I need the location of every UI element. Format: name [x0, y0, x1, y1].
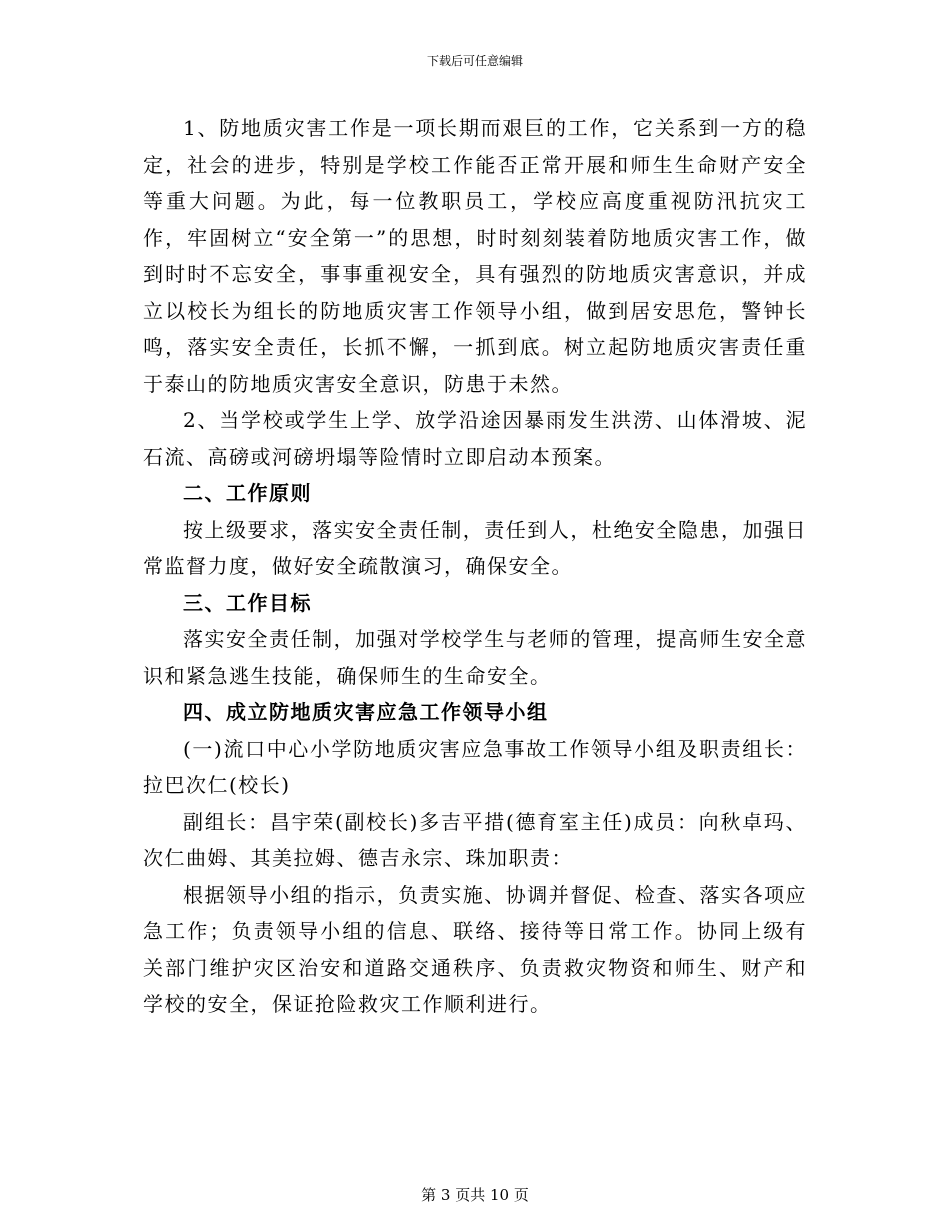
- paragraph-work-goals: 落实安全责任制，加强对学校学生与老师的管理，提高师生安全意识和紧急逃生技能，确保师生的生命安全。: [143, 627, 807, 688]
- paragraph-group-members: 副组长：昌宇荣(副校长)多吉平措(德育室主任)成员：向秋卓玛、次仁曲姆、其美拉姆、德吉永宗、珠加职责：: [143, 809, 807, 870]
- paragraph-1: 1、防地质灾害工作是一项长期而艰巨的工作，它关系到一方的稳定，社会的进步，特别是学校工作能否正常开展和师生生命财产安全等重大问题。为此，每一位教职员工，学校应高度重视防汛抗灾工作，牢固树立“安全第一”的思想，时时刻刻装着防地质灾害工作，做到时时不忘安全，事事重视安全，具有强烈的防地质灾害意识，并成立以校长为组长的防地质灾害工作领导小组，做到居安思危，警钟长鸣，落实安全责任，长抓不懈，一抓到底。树立起防地质灾害责任重于泰山的防地质灾害安全意识，防患于未然。: [143, 116, 807, 396]
- document-body: [143, 110, 807, 1023]
- page-header: 下载后可任意编辑: [426, 54, 523, 68]
- page-number: 第 3 页共 10 页: [421, 1186, 529, 1204]
- paragraph-work-principles: 按上级要求，落实安全责任制，责任到人，杜绝安全隐患，加强日常监督力度，做好安全疏散演习，确保安全。: [143, 517, 807, 578]
- paragraph-2: 2、当学校或学生上学、放学沿途因暴雨发生洪涝、山体滑坡、泥石流、高磅或河磅坍塌等险情时立即启动本预案。: [143, 408, 807, 469]
- paragraph-group-leader: (一)流口中心小学防地质灾害应急事故工作领导小组及职责组长：拉巴次仁(校长): [143, 736, 807, 797]
- paragraph-group-duties: 根据领导小组的指示，负责实施、协调并督促、检查、落实各项应急工作；负责领导小组的信息、联络、接待等日常工作。协同上级有关部门维护灾区治安和道路交通秩序、负责救灾物资和师生、财产和学校的安全，保证抢险救灾工作顺利进行。: [143, 882, 807, 1016]
- section-heading-work-principles: 二、工作原则: [183, 481, 312, 505]
- section-heading-leadership-group: 四、成立防地质灾害应急工作领导小组: [183, 700, 549, 724]
- section-heading-work-goals: 三、工作目标: [183, 590, 312, 615]
